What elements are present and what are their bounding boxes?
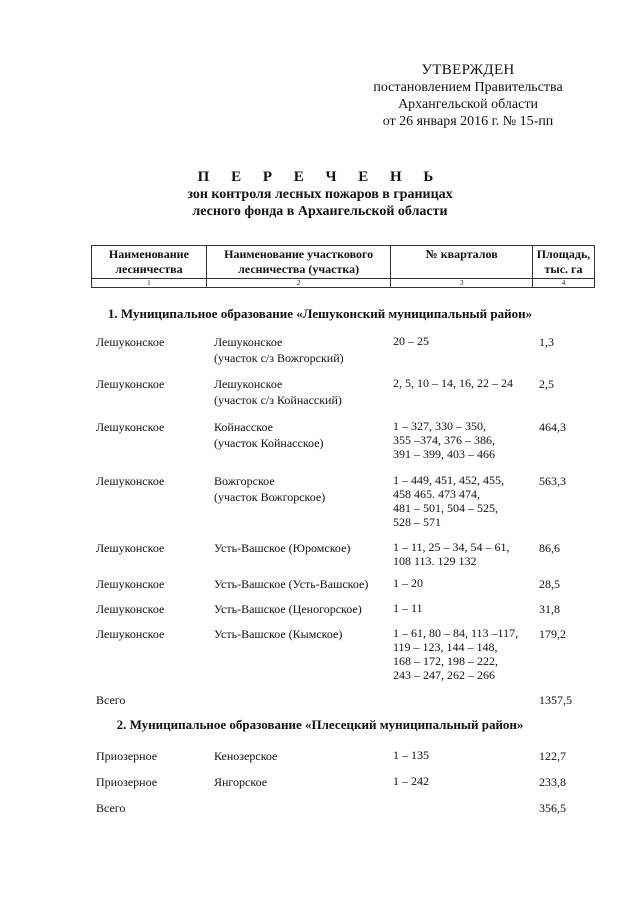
- forestry-cell: Лешуконское: [96, 420, 165, 434]
- quarters-line: 1 – 61, 80 – 84, 113 –117,: [393, 626, 519, 640]
- district-name: Лешуконское: [214, 377, 283, 391]
- header-forestry: Наименование лесничества: [92, 246, 207, 279]
- header-num: 1: [92, 279, 207, 288]
- quarters-line: 168 – 172, 198 – 222,: [393, 654, 498, 668]
- header-num: 3: [391, 279, 533, 288]
- district-name: Усть-Вашское (Усть-Вашское): [214, 577, 369, 591]
- area-cell: 86,6: [539, 541, 560, 555]
- quarters-cell: [393, 601, 533, 615]
- quarters-line: 1 – 327, 330 – 350,: [393, 419, 486, 433]
- district-name: Вожгорское: [214, 474, 275, 488]
- header-area: Площадь, тыс. га: [533, 246, 595, 279]
- approval-heading: УТВЕРЖДЕН: [421, 62, 515, 78]
- area-cell: 2,5: [539, 377, 554, 391]
- forestry-cell: Лешуконское: [96, 577, 165, 591]
- approval-block: [358, 62, 578, 130]
- district-cell: [214, 473, 392, 505]
- quarters-line: 391 – 399, 403 – 466: [393, 447, 495, 461]
- quarters-line: 458 465. 473 474,: [393, 487, 480, 501]
- district-note: (участок Вожгорское): [214, 490, 326, 504]
- forestry-cell: Лешуконское: [96, 541, 165, 555]
- quarters-line: 481 – 501, 504 – 525,: [393, 501, 498, 515]
- area-cell: 122,7: [539, 749, 566, 763]
- area-cell: 28,5: [539, 577, 560, 591]
- district-name: Кенозерское: [214, 749, 278, 763]
- area-cell: 233,8: [539, 775, 566, 789]
- header-district: Наименование участкового лесничества (участка): [206, 246, 391, 279]
- quarters-cell: [393, 334, 533, 348]
- area-cell: 1,3: [539, 335, 554, 349]
- district-cell: [214, 376, 392, 408]
- quarters-line: 2, 5, 10 – 14, 16, 22 – 24: [393, 376, 513, 390]
- area-cell: 464,3: [539, 420, 566, 434]
- forestry-cell: Лешуконское: [96, 335, 165, 349]
- header-num: 4: [533, 279, 595, 288]
- title-line: лесного фонда в Архангельской области: [192, 204, 448, 219]
- district-note: (участок с/з Вожгорский): [214, 351, 344, 365]
- title-main: П Е Р Е Ч Е Н Ь: [197, 169, 443, 185]
- quarters-line: 108 113. 129 132: [393, 554, 477, 568]
- district-cell: [214, 334, 392, 366]
- district-note: (участок Койнасское): [214, 436, 324, 450]
- district-name: Лешуконское: [214, 335, 283, 349]
- district-cell: [214, 626, 392, 642]
- total-label: Всего: [96, 801, 126, 815]
- forestry-cell: Лешуконское: [96, 377, 165, 391]
- forestry-cell: Лешуконское: [96, 602, 165, 616]
- quarters-cell: [393, 540, 533, 568]
- quarters-line: 528 – 571: [393, 515, 441, 529]
- district-cell: [214, 601, 392, 617]
- quarters-cell: [393, 576, 533, 590]
- quarters-line: 1 – 242: [393, 774, 429, 788]
- quarters-line: 20 – 25: [393, 334, 429, 348]
- quarters-line: 243 – 247, 262 – 266: [393, 668, 495, 682]
- total-value: 356,5: [539, 801, 566, 815]
- forestry-cell: Приозерное: [96, 775, 158, 789]
- forestry-cell: Приозерное: [96, 749, 158, 763]
- section-title: 1. Муниципальное образование «Лешуконский муниципальный район»: [107, 306, 533, 321]
- quarters-line: 1 – 11, 25 – 34, 54 – 61,: [393, 540, 510, 554]
- header-num: 2: [206, 279, 391, 288]
- quarters-cell: [393, 473, 533, 529]
- quarters-cell: [393, 376, 533, 390]
- area-cell: 179,2: [539, 627, 566, 641]
- document-title: [0, 168, 640, 220]
- quarters-cell: [393, 626, 533, 682]
- quarters-line: 119 – 123, 144 – 148,: [393, 640, 498, 654]
- district-cell: [214, 748, 392, 764]
- total-label: Всего: [96, 693, 126, 707]
- district-cell: [214, 540, 392, 556]
- quarters-line: 1 – 20: [393, 576, 423, 590]
- approval-date: от 26 января 2016 г. № 15-пп: [382, 114, 554, 129]
- total-value: 1357,5: [539, 693, 572, 707]
- section-title: 2. Муниципальное образование «Плесецкий муниципальный район»: [116, 717, 524, 732]
- forestry-cell: Лешуконское: [96, 474, 165, 488]
- header-quarters: № кварталов: [391, 246, 533, 279]
- district-cell: [214, 576, 392, 592]
- district-name: Янгорское: [214, 775, 268, 789]
- district-name: Усть-Вашское (Ценогорское): [214, 602, 362, 616]
- district-name: Койнасское: [214, 420, 273, 434]
- quarters-line: 355 –374, 376 – 386,: [393, 433, 495, 447]
- quarters-cell: [393, 748, 533, 762]
- forestry-cell: Лешуконское: [96, 627, 165, 641]
- quarters-cell: [393, 774, 533, 788]
- area-cell: 563,3: [539, 474, 566, 488]
- district-name: Усть-Вашское (Юромское): [214, 541, 351, 555]
- quarters-line: 1 – 135: [393, 748, 429, 762]
- approval-line: Архангельской области: [398, 97, 538, 112]
- table-header: [91, 245, 595, 288]
- district-cell: [214, 419, 392, 451]
- title-line: зон контроля лесных пожаров в границах: [187, 187, 453, 202]
- approval-line: постановлением Правительства: [373, 80, 563, 95]
- quarters-line: 1 – 449, 451, 452, 455,: [393, 473, 504, 487]
- district-note: (участок с/з Койнасский): [214, 393, 342, 407]
- area-cell: 31,8: [539, 602, 560, 616]
- district-name: Усть-Вашское (Кымское): [214, 627, 343, 641]
- quarters-cell: [393, 419, 533, 461]
- district-cell: [214, 774, 392, 790]
- quarters-line: 1 – 11: [393, 601, 423, 615]
